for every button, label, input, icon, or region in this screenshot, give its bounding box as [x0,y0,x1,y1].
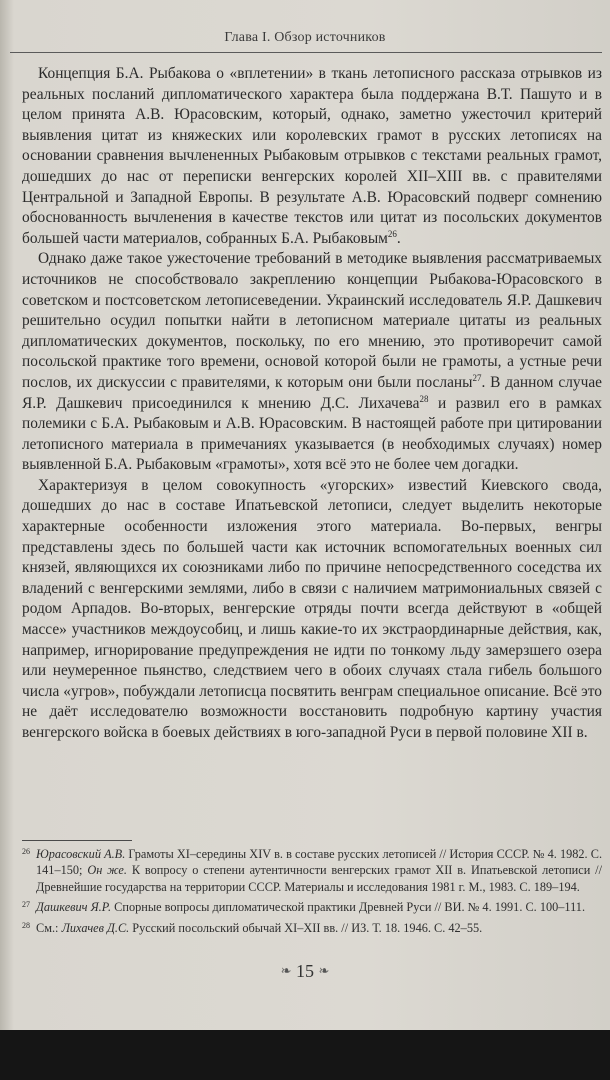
main-text [22,64,602,744]
paragraph-1: Концепция Б.А. Рыбакова о «вплетении» в ткань летописного рассказа отрывков из реальных посланий дипломатического характера была поддержана В.Т. Пашуто и в целом принята А.В. Юрасовским, который, однако, заметно ужесточил критерий выявления цитат из княжеских или королевских грамот в русских летописях на основании сравнения вычлененных Рыбаковым отрывков с текстами реальных грамот, дошедших до нас от переписки венгерских королей XII–XIII вв. с правителями Центральной и Западной Европы. В результате А.В. Юрасовский подверг сомнению обоснованность вычленения в качестве текстов или цитат из посольских документов большей части материалов, собранных Б.А. Рыбаковым$^{26}$. [22,65,602,247]
page-number: 15 [296,961,314,981]
footnote-text: Спорные вопросы дипломатической практики Древней Руси // ВИ. № 4. 1991. С. 100–111. [111,900,586,915]
footnote-prefix: См.: [36,920,62,935]
footnote-number: 28 [22,920,30,930]
paragraph-2-mid: . В данном случае Я.Р. Дашкевич присоединился к мнению Д.С. Лихачева [22,373,602,412]
footnote-ref-26: 26 [387,228,397,239]
footnote-number: 27 [22,900,30,910]
paragraph-2-tail: и развил его в рамках полемики с Б.А. Рыбаковым и А.В. Юрасовским. В настоящей работе при цитировании летописного материала в примечаниях указывается (в необходимых случаях) номер выявленной Б.А. Рыбаковым «грамоты», хотя всё это не более чем догадки. [22,394,602,474]
footnote-rule [22,840,132,841]
paragraph-2 [22,249,602,476]
paragraph-2-text: Однако даже такое ужесточение требований в методике выявления рассматриваемых источников не способствовало закреплению концепции Рыбакова-Юрасовского в советском и постсоветском летописеведении. Украинский исследователь Я.Р. Дашкевич решительно осудил попытки найти в летописном материале цитаты из реальных дипломатических документов, поскольку, по его мнению, это противоречит самой посольской практике того времени, основой которой были не грамоты, а устные речи послов, их дискуссии с правителями, к которым они были посланы [22,250,602,391]
paragraph-1-text: Концепция Б.А. Рыбакова о «вплетении» в ткань летописного рассказа отрывков из реальных посланий дипломатического характера была поддержана В.Т. Пашуто и в целом принята А.В. Юрасовским, который, однако, заметно ужесточил критерий выявления цитат из княжеских или королевских грамот в русских летописях на основании сравнения вычлененных Рыбаковым отрывков с текстами реальных грамот, дошедших до нас от переписки венгерских королей XII–XIII вв. с правителями Центральной и Западной Европы. В результате А.В. Юрасовский подверг сомнению обоснованность вычленения в качестве текстов или цитат из посольских документов большей части материалов, собранных Б.А. Рыбаковым [22,65,602,247]
footnote-28 [22,920,602,936]
footnote-author-2: Он же. [87,863,127,878]
footnotes [22,846,602,940]
table-background [0,1030,610,1080]
footnote-text: Грамоты XI–середины XIV в. в составе русских летописей // История СССР. № 4. 1982. С. 141–150; [36,847,603,878]
footnote-ref-28: 28 [419,393,429,404]
footnote-text: Русский посольский обычай XI–XII вв. // ИЗ. Т. 18. 1946. С. 42–55. [129,920,483,935]
running-title: Глава I. Обзор источников [224,30,386,45]
ornament-right-icon: ❧ [318,963,330,978]
ornament-left-icon: ❧ [280,963,292,978]
page-folio [0,961,610,982]
footnote-26 [22,846,602,895]
footnote-27 [22,899,602,915]
footnote-text-2: К вопросу о степени аутентичности венгерских грамот XII в. Ипатьевской летописи // Древнейшие государства на территории СССР. Материалы и исследования 1981 г. М., 1983. С. 189–194. [36,863,602,894]
footnote-author: Юрасовский А.В. [36,847,126,861]
footnote-author: Дашкевич Я.Р. [36,900,112,915]
paragraph-3 [22,476,602,744]
footnote-number: 26 [22,847,30,856]
header-rule [10,52,602,53]
paragraph-3-text: Характеризуя в целом совокупность «угорских» известий Киевского свода, дошедших до нас в составе Ипатьевской летописи, следует выделить некоторые характерные особенности изложения этого материала. Во-первых, венгры представлены здесь по большей части как источник вспомогательных военных сил князей, являющихся их союзниками либо по причине непосредственного соседства их владений с венгерскими землями, либо в связи с наличием матримониальных связей с родом Арпадов. Во-вторых, венгерские отряды почти всегда действуют в «общей массе» участников междоусобиц, и лишь какие-то их экстраординарные действия, как, например, игнорирование предупреждения не идти по тонкому льду замерзшего озера или неумеренное пьянство, следствием чего в обоих случаях стала гибель большого числа «угров», побуждали летописца посвятить венграм специальное описание. Всё это не даёт исследователю возможности восстановить подробную картину участия венгерского войска в боевых действиях в юго-западной Руси в первой половине XII в. [22,476,602,741]
footnote-ref-27: 27 [472,372,482,383]
footnote-author: Лихачев Д.С. [61,920,130,935]
